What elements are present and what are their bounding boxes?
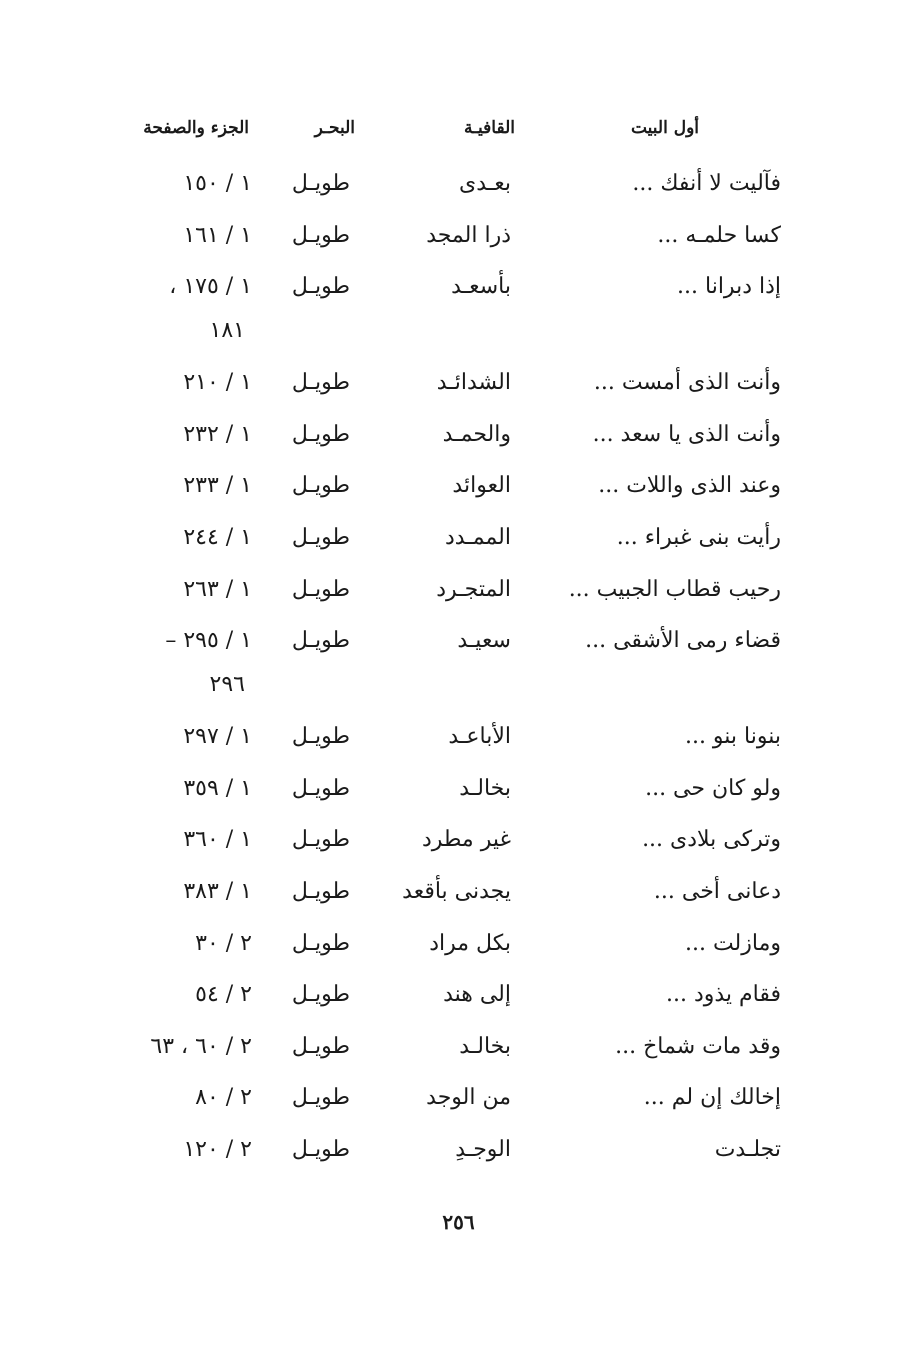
volume-page-cell: ١ / ١٥٠ bbox=[183, 171, 252, 196]
meter-cell: طويـل bbox=[291, 222, 350, 248]
meter-cell: طويـل bbox=[291, 878, 350, 904]
verse-start-cell: رأيت بنى غبراء ... bbox=[616, 524, 781, 550]
verse-start-cell: وقد مات شماخ ... bbox=[615, 1033, 781, 1059]
volume-page-cell: ١ / ٢٦٣ bbox=[183, 576, 252, 602]
meter-cell: طويـل bbox=[291, 171, 350, 196]
meter-cell: طويـل bbox=[291, 775, 350, 801]
verse-start-cell: ولو كان حى ... bbox=[645, 775, 781, 801]
table-row bbox=[0, 414, 917, 466]
volume-page-cell: ١ / ٣٥٩ bbox=[183, 775, 252, 801]
rhyme-cell: العوائد bbox=[452, 473, 511, 499]
table-row bbox=[0, 923, 917, 975]
verse-start-cell: إذا دبرانا ... bbox=[677, 274, 781, 300]
rhyme-cell: المتجـرد bbox=[436, 576, 511, 602]
meter-cell: طويـل bbox=[291, 628, 350, 654]
table-row bbox=[0, 465, 917, 517]
verse-start-cell: رحيب قطاب الجبيب ... bbox=[568, 576, 781, 602]
page-number: ٢٥٦ bbox=[442, 1210, 475, 1234]
table-row bbox=[0, 266, 917, 362]
rhyme-cell: غير مطرد bbox=[421, 827, 511, 853]
rhyme-cell: من الوجد bbox=[426, 1085, 511, 1111]
rhyme-cell: بخالـد bbox=[459, 1033, 511, 1059]
table-row bbox=[0, 569, 917, 621]
rhyme-cell: إلى هند bbox=[443, 982, 511, 1008]
volume-page-cell: ١ / ٣٨٣ bbox=[183, 878, 252, 904]
meter-cell: طويـل bbox=[291, 473, 350, 499]
rhyme-cell: بكل مراد bbox=[429, 930, 511, 956]
table-header bbox=[0, 118, 917, 150]
verse-start-cell: وأنت الذى يا سعد ... bbox=[592, 421, 781, 447]
verse-start-cell: وأنت الذى أمست ... bbox=[593, 370, 781, 396]
verse-start-cell: فقام يذود ... bbox=[665, 982, 781, 1008]
meter-cell: طويـل bbox=[291, 1136, 350, 1162]
table-row bbox=[0, 716, 917, 768]
table-row bbox=[0, 1129, 917, 1181]
table-row bbox=[0, 517, 917, 569]
table-row bbox=[0, 620, 917, 716]
volume-page-cell: ١ / ٢٤٤ bbox=[183, 524, 252, 550]
rhyme-cell: سعيـد bbox=[457, 628, 511, 654]
table-row bbox=[0, 362, 917, 414]
rhyme-cell: الأباعـد bbox=[448, 724, 511, 750]
table-row bbox=[0, 871, 917, 923]
verse-start-cell: وعند الذى واللات ... bbox=[598, 473, 781, 499]
volume-page-cell: ١ / ٢٣٢ bbox=[183, 421, 252, 447]
volume-page-continuation: ٢٩٦ bbox=[209, 672, 245, 698]
header-rhyme: القافيـة bbox=[463, 118, 515, 138]
table-row bbox=[0, 819, 917, 871]
table-row bbox=[0, 1077, 917, 1129]
meter-cell: طويـل bbox=[291, 724, 350, 750]
verse-start-cell: كسا حلمـه ... bbox=[657, 222, 781, 248]
rhyme-cell: بأسعـد bbox=[451, 274, 511, 300]
meter-cell: طويـل bbox=[291, 370, 350, 396]
table-row bbox=[0, 768, 917, 820]
table-row bbox=[0, 974, 917, 1026]
volume-page-continuation: ١٨١ bbox=[209, 318, 245, 344]
volume-page-cell: ١ / ٢٩٧ bbox=[183, 724, 252, 750]
meter-cell: طويـل bbox=[291, 1085, 350, 1111]
verse-start-cell: تجلـدت bbox=[714, 1136, 781, 1162]
volume-page-cell: ١ / ١٦١ bbox=[183, 222, 252, 248]
meter-cell: طويـل bbox=[291, 274, 350, 300]
volume-page-cell: ٢ / ٦٠ ، ٦٣ bbox=[150, 1033, 252, 1059]
meter-cell: طويـل bbox=[291, 827, 350, 853]
verse-start-cell: وتركى بلادى ... bbox=[642, 827, 781, 853]
volume-page-cell: ٢ / ١٢٠ bbox=[183, 1136, 252, 1162]
table-row bbox=[0, 215, 917, 267]
meter-cell: طويـل bbox=[291, 576, 350, 602]
rhyme-cell: الممـدد bbox=[444, 524, 511, 550]
verse-start-cell: فآليت لا أنفك ... bbox=[632, 171, 781, 196]
header-meter: البحـر bbox=[314, 118, 355, 138]
rhyme-cell: بخالـد bbox=[459, 775, 511, 801]
meter-cell: طويـل bbox=[291, 982, 350, 1008]
verse-start-cell: قضاء رمى الأشقى ... bbox=[585, 628, 781, 654]
header-volume-page: الجزء والصفحة bbox=[143, 118, 249, 138]
meter-cell: طويـل bbox=[291, 930, 350, 956]
volume-page-cell: ٢ / ٥٤ bbox=[195, 982, 252, 1008]
meter-cell: طويـل bbox=[291, 1033, 350, 1059]
meter-cell: طويـل bbox=[291, 421, 350, 447]
verse-start-cell: دعانى أخى ... bbox=[653, 878, 781, 904]
volume-page-cell: ١ / ٢٩٥ – bbox=[165, 628, 252, 654]
volume-page-cell: ٢ / ٨٠ bbox=[195, 1085, 252, 1111]
table-row bbox=[0, 1026, 917, 1078]
volume-page-cell: ١ / ٣٦٠ bbox=[183, 827, 252, 853]
volume-page-cell: ٢ / ٣٠ bbox=[195, 930, 252, 956]
rhyme-cell: والحمـد bbox=[442, 421, 511, 447]
volume-page-cell: ١ / ١٧٥ ، bbox=[169, 274, 252, 300]
volume-page-cell: ١ / ٢٣٣ bbox=[183, 473, 252, 499]
verse-index-table bbox=[0, 163, 917, 1203]
verse-start-cell: ومازلت ... bbox=[684, 930, 781, 956]
rhyme-cell: يجدنى بأقعد bbox=[402, 878, 511, 904]
rhyme-cell: بعـدى bbox=[459, 171, 511, 196]
header-verse-start: أول البيت bbox=[630, 118, 699, 138]
meter-cell: طويـل bbox=[291, 524, 350, 550]
table-row bbox=[0, 163, 917, 215]
rhyme-cell: ذرا المجد bbox=[426, 222, 511, 248]
rhyme-cell: الوجـدِ bbox=[455, 1136, 511, 1162]
verse-start-cell: بنونا بنو ... bbox=[684, 724, 781, 750]
volume-page-cell: ١ / ٢١٠ bbox=[183, 370, 252, 396]
rhyme-cell: الشدائـد bbox=[436, 370, 511, 396]
verse-start-cell: إخالك إن لم ... bbox=[643, 1085, 781, 1111]
